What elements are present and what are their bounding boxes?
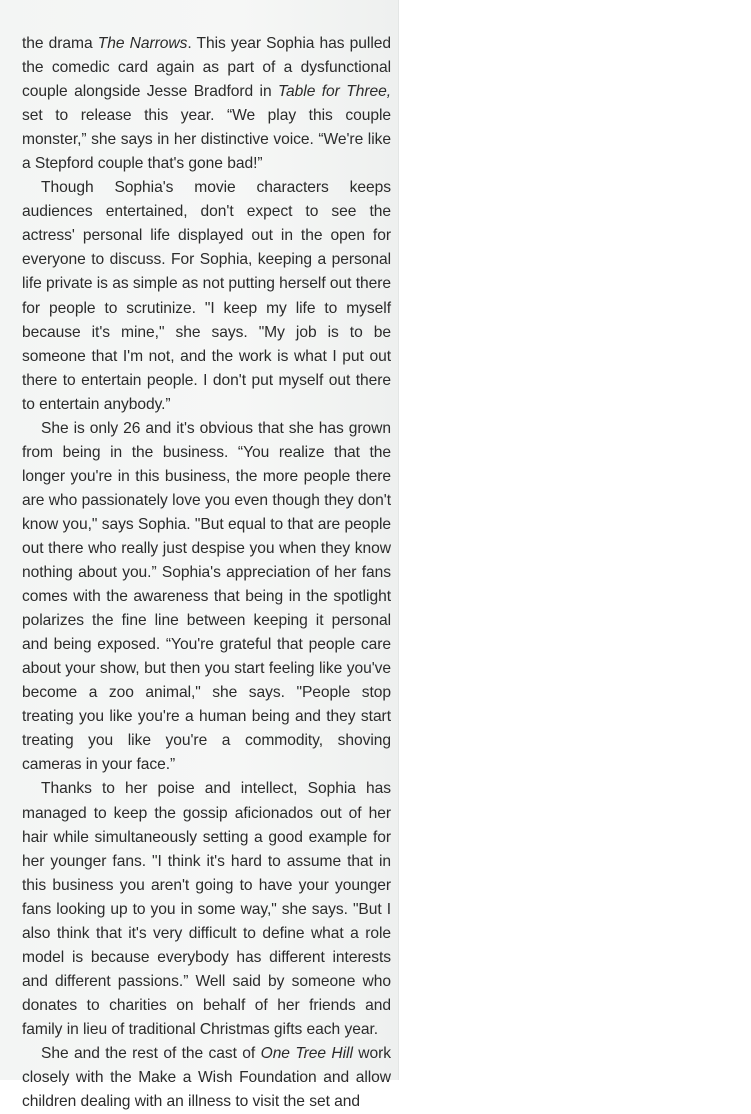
paragraph-2: Though Sophia's movie characters keeps audiences entertained, don't expect to see the actress' personal life displayed out in the open for everyone to discuss. For Sophia, keeping a personal life private is as simple as not putting herself out there for people to scrutinize. "I keep my life to myself because it's mine," she says. "My job is to be someone that I'm not, and the work is what I put out there to entertain people. I don't put myself out there to entertain anybody.” — [22, 179, 391, 413]
paragraph-3: She is only 26 and it's obvious that she has grown from being in the business. “You realize that the longer you're in this business, the more people there are who passionately love you even though they don't know you," says Sophia. "But equal to that are people out there who really just despise you when they know nothing about you.” Sophia's appreciation of her fans comes with the awareness that being in the spotlight polarizes the fine line between keeping it personal and being exposed. “You're grateful that people care about your show, but then you start feeling like you've become a zoo animal," she says. "People stop treating you like you're a human being and they start treating you like you're a commodity, shoving cameras in your face.” — [22, 419, 391, 774]
paragraph-1-text-c: set to release this year. “We play this couple monster,” she says in her distinctive voice. “We're like a Stepford couple that's gone bad!” — [22, 107, 391, 173]
paragraph-4: Thanks to her poise and intellect, Sophia has managed to keep the gossip aficionados out of her hair while simultaneously setting a good example for her younger fans. "I think it's hard to assume that in this business you aren't going to have your younger fans looking up to you in some way," she says. "But I also think that it's very difficult to define what a role model is because everybody has different interests and different passions.” Well said by someone who donates to charities on behalf of her friends and family in lieu of traditional Christmas gifts each year. — [22, 780, 391, 1038]
paragraph-1 — [22, 32, 391, 176]
paragraph-1-text-a: the drama — [22, 35, 98, 52]
paragraph-5 — [22, 1042, 391, 1114]
title-table-for-three: Table for Three, — [278, 83, 391, 101]
paragraph-5-text-a: She and the rest of the cast of — [41, 1044, 261, 1062]
paragraph-5-text-b: work closely with the Make a Wish Foundation and allow children dealing with an illness to visit the set and — [22, 1044, 391, 1111]
article-column — [22, 32, 391, 1114]
paragraph-1-text-b: . This year Sophia has pulled the comedic card again as part of a dysfunctional couple alongside Jesse Bradford in — [22, 35, 391, 101]
title-one-tree-hill: One Tree Hill — [260, 1044, 353, 1062]
title-the-narrows: The Narrows — [97, 35, 188, 52]
